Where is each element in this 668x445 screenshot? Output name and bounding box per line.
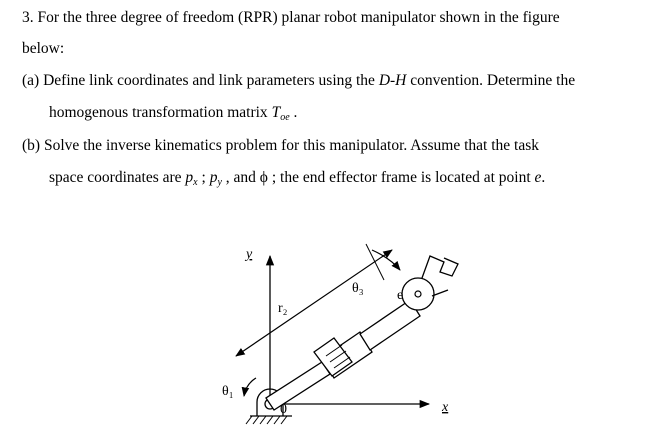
gripper <box>402 256 458 310</box>
part-a-period: . <box>289 104 298 121</box>
point-e-symbol: e <box>534 169 542 186</box>
theta1-arc <box>244 378 256 396</box>
link-arm <box>266 300 420 410</box>
theta1-label: θ₁ <box>222 384 234 399</box>
matrix-symbol: T <box>271 104 281 121</box>
px-subscript: x <box>193 177 198 188</box>
part-b-line-1: (b) Solve the inverse kinematics problem for this manipulator. Assume that the task <box>22 137 539 154</box>
part-b-text-pre: space coordinates are <box>49 169 186 186</box>
problem-statement-line-2: below: <box>22 40 65 57</box>
and-text: , and <box>221 169 260 186</box>
r2-label: r₂ <box>278 301 288 316</box>
dh-term: D-H <box>378 72 407 89</box>
y-axis-label: y <box>246 247 253 262</box>
part-b-text-post: ; the end effector frame is located at point <box>267 169 535 186</box>
theta3-reference-line <box>366 244 384 280</box>
part-a-text-matrix: homogenous transformation matrix <box>49 104 272 121</box>
py-subscript: y <box>217 177 222 188</box>
separator: ; <box>197 169 210 186</box>
wrist-joint <box>415 291 421 297</box>
px-symbol: p <box>185 169 194 186</box>
origin-label: 0 <box>280 402 287 417</box>
x-axis-label: x <box>442 400 449 415</box>
theta3-label: θ₃ <box>352 281 364 296</box>
py-symbol: p <box>209 169 218 186</box>
part-b-period: . <box>541 169 546 186</box>
part-a-text-post: convention. Determine the <box>406 72 576 89</box>
theta3-arc <box>372 250 400 270</box>
part-a-text-pre: (a) Define link coordinates and link parameters using the <box>22 72 379 89</box>
matrix-subscript: oe <box>280 112 290 123</box>
point-e-label: e <box>397 288 404 303</box>
problem-statement-line-1: 3. For the three degree of freedom (RPR) planar robot manipulator shown in the figure <box>22 9 560 26</box>
phi-symbol: ϕ <box>259 169 268 186</box>
